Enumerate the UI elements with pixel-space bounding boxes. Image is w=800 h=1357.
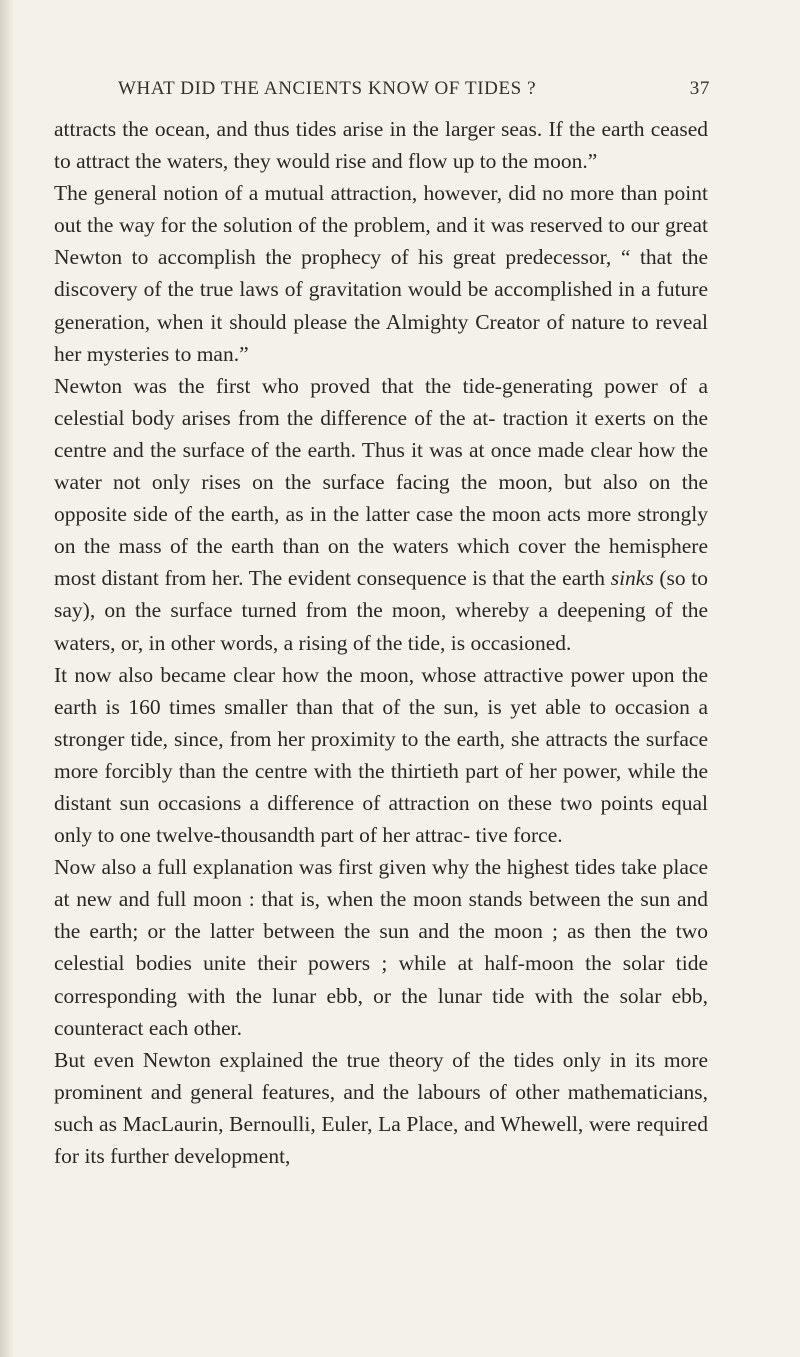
gutter-shadow xyxy=(0,0,14,1357)
paragraph-4: It now also became clear how the moon, whose attractive power upon the earth is 160 times smaller than that of the sun, is yet able to occasion a stronger tide, since, from her proximity to the earth, she attracts the surface more forcibly than the centre with the thirtieth part of her power, while the distant sun occasions a difference of attraction on these two points equal only to one twelve-thousandth part of her attrac- tive force. xyxy=(54,662,708,848)
running-title: WHAT DID THE ANCIENTS KNOW OF TIDES ? xyxy=(118,78,537,99)
paragraph-3-before: Newton was the first who proved that the tide-generating power of a celestial body arises from the difference of the at- traction it exerts on the centre and the surface of the earth. Thus it was at once made clear how the water not only rises on the surface facing the moon, but also on the opposite side of the earth, as in the latter case the moon acts more strongly on the mass of the earth than on the waters which cover the hemisphere most distant from her. The evident consequence is that the earth xyxy=(54,373,708,591)
paragraph-5: Now also a full explanation was first given why the highest tides take place at new and full moon : that is, when the moon stands between the sun and the earth; or the latter between the sun and the moon ; as then the two celestial bodies unite their powers ; while at half-moon the solar tide corresponding with the lunar ebb, or the lunar tide with the solar ebb, counteract each other. xyxy=(54,855,708,1040)
paragraph-6: But even Newton explained the true theory of the tides only in its more prominent and general features, and the labours of other mathematicians, such as MacLaurin, Bernoulli, Euler, La Place, and Whewell, were required for its further development, xyxy=(54,1047,708,1168)
emphasis-sinks: sinks xyxy=(610,566,654,591)
paragraph-3 xyxy=(54,370,708,659)
page-header xyxy=(118,78,710,108)
paragraph-1: attracts the ocean, and thus tides arise in the larger seas. If the earth ceased to attract the waters, they would rise and flow up to the moon.” xyxy=(54,117,708,174)
paragraph-3-after: (so to say), on the surface turned from the moon, whereby a deepening of the waters, or, in other words, a rising of the tide, is occasioned. xyxy=(54,566,709,655)
page-number: 37 xyxy=(689,78,710,99)
body-text xyxy=(54,113,708,1172)
paragraph-2: The general notion of a mutual attraction, however, did no more than point out the way for the solution of the problem, and it was reserved to our great Newton to accomplish the prophecy of his great predecessor, “ that the discovery of the true laws of gravitation would be accomplished in a future generation, when it should please the Almighty Creator of nature to reveal her mysteries to man.” xyxy=(54,181,708,366)
